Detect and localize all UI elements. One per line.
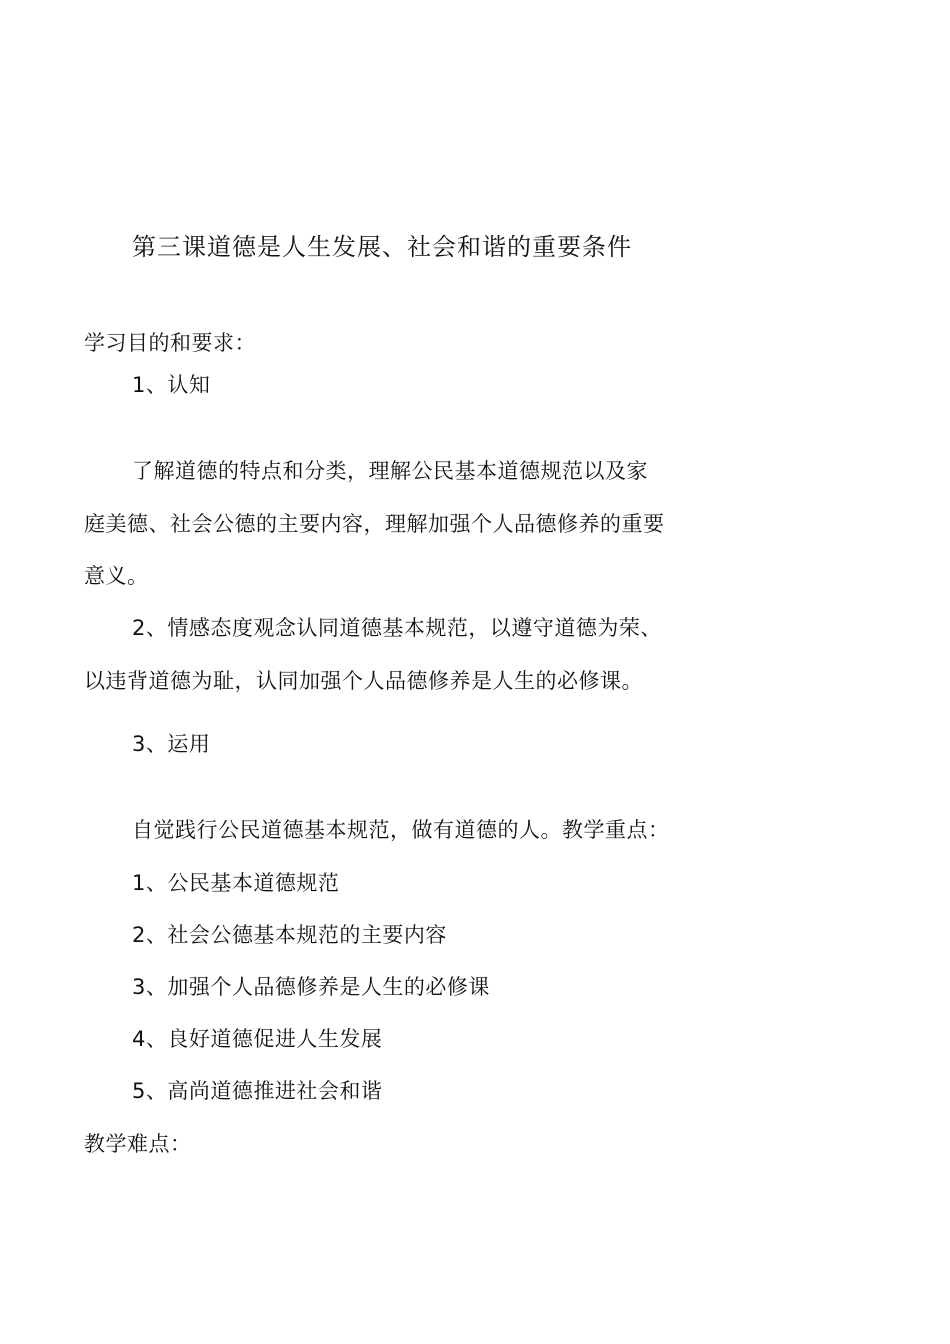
application-text: 自觉践行公民道德基本规范，做有道德的人。教学重点： <box>132 818 670 842</box>
key-point-item: 4、良好道德促进人生发展 <box>132 1027 383 1051</box>
key-point-item: 3、加强个人品德修养是人生的必修课 <box>132 975 490 999</box>
application-heading: 3、运用 <box>132 732 211 756</box>
page-title: 第三课道德是人生发展、社会和谐的重要条件 <box>132 233 632 261</box>
emotion-text-line-1: 2、情感态度观念认同道德基本规范，以遵守道德为荣、 <box>132 616 662 640</box>
goals-heading: 学习目的和要求： <box>84 331 256 355</box>
difficulties-heading: 教学难点： <box>84 1132 192 1156</box>
cognition-text-line-1: 了解道德的特点和分类，理解公民基本道德规范以及家 <box>132 459 648 483</box>
cognition-text-line-2: 庭美德、社会公德的主要内容，理解加强个人品德修养的重要 <box>84 512 665 536</box>
key-point-item: 2、社会公德基本规范的主要内容 <box>132 923 447 947</box>
key-point-item: 5、高尚道德推进社会和谐 <box>132 1079 383 1103</box>
key-point-item: 1、公民基本道德规范 <box>132 871 340 895</box>
emotion-text-line-2: 以违背道德为耻，认同加强个人品德修养是人生的必修课。 <box>84 669 643 693</box>
cognition-text-line-3: 意义。 <box>84 564 149 588</box>
cognition-heading: 1、认知 <box>132 373 211 397</box>
